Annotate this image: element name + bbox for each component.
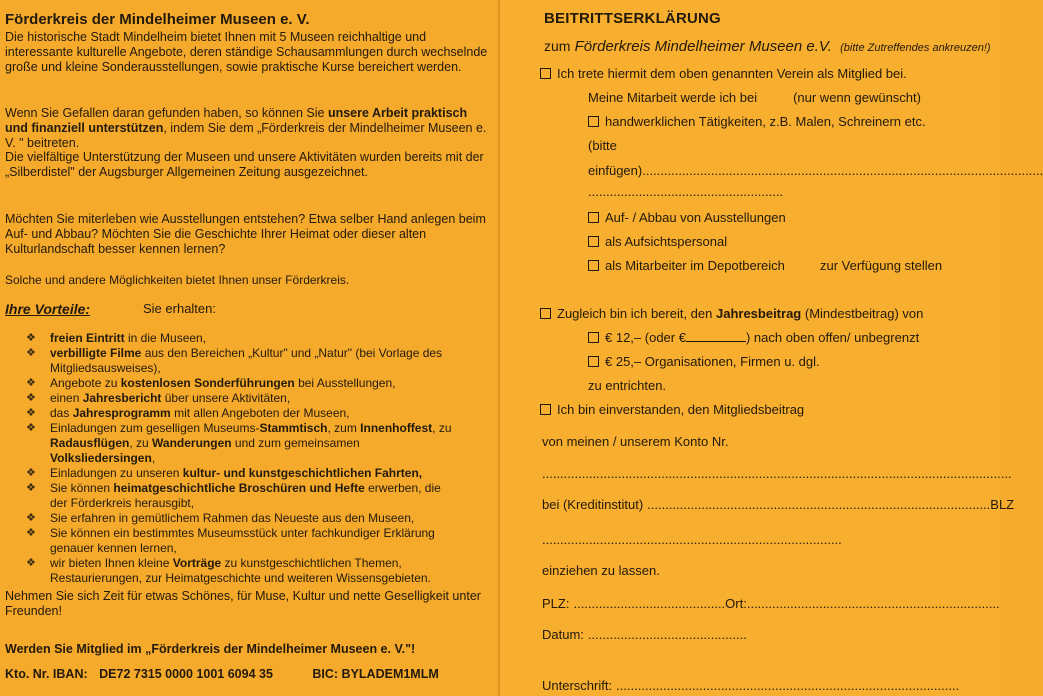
konto-field[interactable]: ..................................................................................................................................	[542, 466, 1012, 481]
diamond-bullet-icon: ❖	[26, 392, 36, 404]
option-einzug[interactable]: Ich bin einverstanden, den Mitgliedsbeitrag	[540, 402, 804, 418]
blz-field[interactable]: ...................................................................................	[542, 532, 842, 547]
diamond-bullet-icon: ❖	[26, 407, 36, 419]
award-paragraph: Die vielfältige Unterstützung der Museen und unsere Aktivitäten wurden bereits mit der „Silberdistel" der Augsburger Allgemeinen Zeitung ausgezeichnet.	[5, 150, 484, 179]
list-item: ❖ Angebote zu kostenlosen Sonderführungen bei Ausstellungen,	[26, 376, 396, 390]
bic-value: BIC: BYLADEM1MLM	[312, 667, 439, 681]
option-handwerk[interactable]: handwerklichen Tätigkeiten, z.B. Malen, Schreinern etc.	[588, 114, 926, 130]
diamond-bullet-icon: ❖	[26, 527, 36, 539]
checkbox-icon[interactable]	[588, 332, 599, 343]
option-aufabbau[interactable]: Auf- / Abbau von Ausstellungen	[588, 210, 786, 226]
list-item: ❖ verbilligte Filme aus den Bereichen „Kultur" und „Natur" (bei Vorlage des Mitgliedsausweises),	[26, 346, 443, 375]
option-jahresbeitrag[interactable]: Zugleich bin ich bereit, den Jahresbeitrag (Mindestbeitrag) von	[540, 306, 923, 322]
kto-label: Kto. Nr. IBAN:	[5, 667, 88, 681]
list-item: ❖ Sie können heimatgeschichtliche Broschüren und Hefte erwerben, die der Förderkreis herausgibt,	[26, 481, 441, 510]
intro-paragraph: Die historische Stadt Mindelheim bietet Ihnen mit 5 Museen reichhaltige und interessante kulturelle Angebote, deren ständige Schausammlungen durch wechselnde große und kleine Sonderausstellungen, sowie praktische Kurse bereichert werden.	[5, 30, 488, 74]
option-aufsicht[interactable]: als Aufsichtspersonal	[588, 234, 727, 250]
list-item: ❖ Einladungen zum geselligen Museums-Stammtisch, zum Innenhoffest, zu Radausflügen, zu Wanderungen und zum gemeinsamen Volksliedersingen,	[26, 421, 452, 465]
diamond-bullet-icon: ❖	[26, 422, 36, 434]
bitte-label: (bitte	[588, 138, 617, 153]
checkbox-icon[interactable]	[588, 260, 599, 271]
left-title: Förderkreis der Mindelheimer Museen e. V.	[5, 11, 310, 28]
checkbox-icon[interactable]	[540, 308, 551, 319]
checkbox-icon[interactable]	[540, 68, 551, 79]
benefits-list	[20, 331, 460, 586]
list-item: ❖ das Jahresprogramm mit allen Angeboten der Museen,	[26, 406, 350, 420]
vorteile-subheading: Sie erhalten:	[143, 301, 216, 316]
list-item: ❖ wir bieten Ihnen kleine Vorträge zu kunstgeschichtlichen Themen, Restaurierungen, zur Heimatgeschichte und weiteren Wissensgebieten.	[26, 556, 431, 585]
diamond-bullet-icon: ❖	[26, 512, 36, 524]
list-item: ❖ einen Jahresbericht über unsere Aktivitäten,	[26, 391, 291, 405]
checkbox-icon[interactable]	[588, 236, 599, 247]
form-title: BEITRITTSERKLÄRUNG	[544, 10, 721, 27]
support-paragraph: Wenn Sie Gefallen daran gefunden haben, so können Sie unsere Arbeit praktisch und finanziell unterstützen, indem Sie dem „Förderkreis der Mindelheimer Museen e. V. " beitreten.	[5, 106, 487, 150]
list-item: ❖ Sie können ein bestimmtes Museumsstück unter fachkundiger Erklärung genauer kennen lernen,	[26, 526, 435, 555]
amount-input[interactable]	[686, 331, 746, 342]
entrichten-label: zu entrichten.	[588, 378, 667, 393]
closing-paragraph: Nehmen Sie sich Zeit für etwas Schönes, für Muse, Kultur und nette Geselligkeit unter Freunden!	[5, 589, 481, 618]
diamond-bullet-icon: ❖	[26, 467, 36, 479]
diamond-bullet-icon: ❖	[26, 377, 36, 389]
checkbox-icon[interactable]	[588, 212, 599, 223]
checkbox-icon[interactable]	[540, 404, 551, 415]
checkbox-icon[interactable]	[588, 356, 599, 367]
diamond-bullet-icon: ❖	[26, 557, 36, 569]
einfuegen-field[interactable]: einfügen)...............................................................................................................	[588, 163, 1043, 178]
einfuegen-field-2[interactable]: ......................................................	[588, 184, 784, 199]
checkbox-icon[interactable]	[588, 116, 599, 127]
possibilities-line: Solche und andere Möglichkeiten bietet Ihnen unser Förderkreis.	[5, 273, 350, 287]
einziehen-label: einziehen zu lassen.	[542, 563, 660, 578]
diamond-bullet-icon: ❖	[26, 347, 36, 359]
left-page	[0, 0, 500, 696]
option-depot[interactable]: als Mitarbeiter im Depotbereich	[588, 258, 785, 274]
vorteile-heading: Ihre Vorteile:	[5, 301, 91, 317]
konto-label: von meinen / unserem Konto Nr.	[542, 434, 729, 449]
bank-details	[5, 667, 493, 682]
form-subtitle: zum Förderkreis Mindelheimer Museen e.V. (bitte Zutreffendes ankreuzen!)	[544, 38, 991, 55]
diamond-bullet-icon: ❖	[26, 482, 36, 494]
option-mitglied[interactable]: Ich trete hiermit dem oben genannten Verein als Mitglied bei.	[540, 66, 907, 82]
verfuegung-label: zur Verfügung stellen	[820, 258, 943, 273]
list-item: ❖ Einladungen zu unseren kultur- und kunstgeschichtlichen Fahrten,	[26, 466, 423, 480]
plz-ort-field[interactable]: PLZ: ..........................................Ort:......................................................................	[542, 596, 1000, 611]
right-page	[500, 0, 1043, 696]
cta-line: Werden Sie Mitglied im „Förderkreis der Mindelheimer Museen e. V."!	[5, 642, 416, 656]
question-paragraph: Möchten Sie miterleben wie Ausstellungen entstehen? Etwa selber Hand anlegen beim Auf- und Abbau? Möchten Sie die Geschichte Ihrer Heimat oder dieser alten Kulturlandschaft besser kennen lernen?	[5, 212, 486, 256]
list-item: ❖ freien Eintritt in die Museen,	[26, 331, 207, 345]
datum-field[interactable]: Datum: ............................................	[542, 627, 747, 642]
option-beitrag-12[interactable]: € 12,– (oder € ) nach oben offen/ unbegrenzt	[588, 330, 919, 346]
unterschrift-field[interactable]: Unterschrift: ...............................................................................................	[542, 678, 960, 693]
iban-value: DE72 7315 0000 1001 6094 35	[99, 667, 273, 681]
bank-field[interactable]: bei (Kreditinstitut) ...............................................................................................BLZ	[542, 497, 1015, 512]
diamond-bullet-icon: ❖	[26, 332, 36, 344]
option-beitrag-25[interactable]: € 25,– Organisationen, Firmen u. dgl.	[588, 354, 820, 370]
list-item: ❖ Sie erfahren in gemütlichem Rahmen das Neueste aus den Museen,	[26, 511, 415, 525]
mitarbeit-line: Meine Mitarbeit werde ich bei (nur wenn gewünscht)	[588, 90, 921, 105]
